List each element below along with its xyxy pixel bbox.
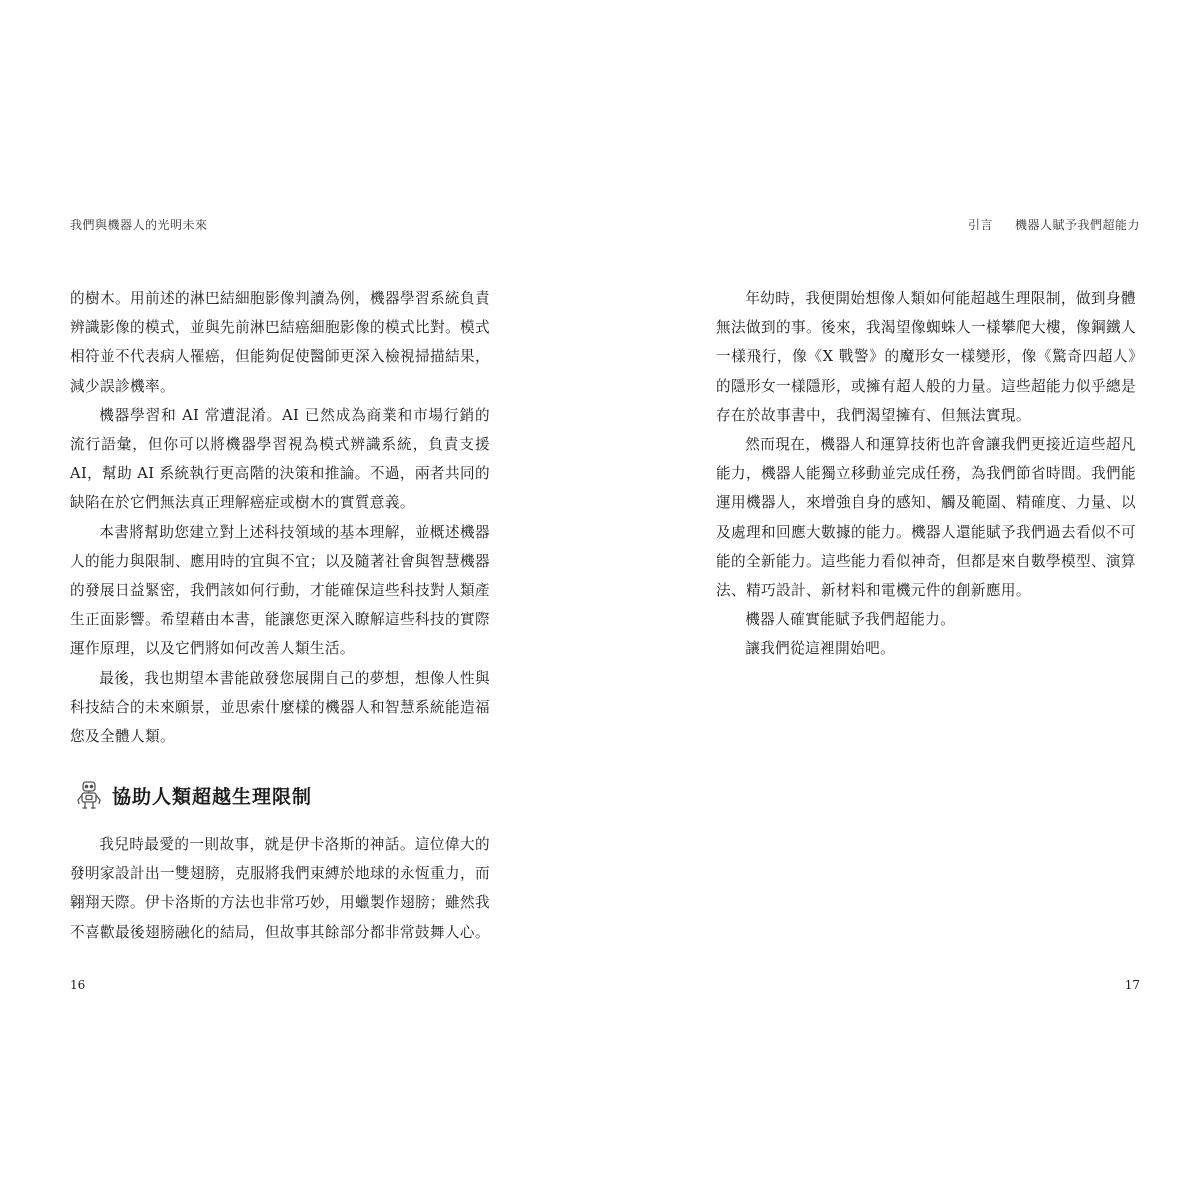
left-page-number: 16	[70, 978, 86, 992]
section-paragraph-1: 我兒時最愛的一則故事，就是伊卡洛斯的神話。這位偉大的發明家設計出一雙翅膀，克服將我們束縛於地球的永恆重力，而翱翔天際。伊卡洛斯的方法也非常巧妙，用蠟製作翅膀；雖然我不喜歡最後翅膀融化的結局，但故事其餘部分都非常鼓舞人心。	[70, 836, 490, 941]
running-head-chapter: 引言	[967, 218, 993, 232]
right-paragraph-1: 年幼時，我便開始想像人類如何能超越生理限制，做到身體無法做到的事。後來，我渴望像蜘蛛人一樣攀爬大樓，像鋼鐵人一樣飛行，像《X 戰警》的魔形女一樣變形，像《驚奇四超人》的隱形女一樣隱形，或擁有超人般的力量。這些超能力似乎總是存在於故事書中，我們渴望擁有、但無法實現。	[716, 290, 1136, 424]
right-page-number: 17	[1124, 978, 1140, 992]
left-paragraph-3: 本書將幫助您建立對上述科技領域的基本理解，並概述機器人的能力與限制、應用時的宜與不宜；以及隨著社會與智慧機器的發展日益緊密，我們該如何行動，才能確保這些科技對人類產生正面影響。希望藉由本書，能讓您更深入瞭解這些科技的實際運作原理，以及它們將如何改善人類生活。	[70, 523, 490, 658]
right-running-head	[968, 216, 1140, 233]
right-body-text	[716, 284, 1136, 664]
section-heading	[76, 780, 312, 810]
left-paragraph-2: 機器學習和 AI 常遭混淆。AI 已然成為商業和市場行銷的流行語彙，但你可以將機器學習視為模式辨識系統，負責支援 AI，幫助 AI 系統執行更高階的決策和推論。不過，兩者共同的缺陷在於它們無法真正理解癌症或樹木的實質意義。	[70, 406, 490, 512]
right-paragraph-3: 機器人確實能賦予我們超能力。	[745, 611, 956, 629]
right-page	[716, 0, 1140, 1200]
left-body-text	[70, 284, 490, 751]
section-title: 協助人類超越生理限制	[112, 785, 313, 808]
right-paragraph-2: 然而現在，機器人和運算技術也許會讓我們更接近這些超凡能力，機器人能獨立移動並完成任務，為我們節省時間。我們能運用機器人，來增強自身的感知、觸及範圍、精確度、力量、以及處理和回應大數據的能力。機器人還能賦予我們過去看似不可能的全新能力。這些能力看似神奇，但都是來自數學模型、演算法、精巧設計、新材料和電機元件的創新應用。	[716, 436, 1136, 600]
running-head-title: 機器人賦予我們超能力	[1014, 218, 1140, 232]
left-page	[70, 0, 490, 1200]
left-running-head: 我們與機器人的光明未來	[70, 218, 208, 232]
left-paragraph-4: 最後，我也期望本書能啟發您展開自己的夢想，想像人性與科技結合的未來願景，並思索什麼樣的機器人和智慧系統能造福您及全體人類。	[70, 669, 490, 746]
section-body-text	[70, 830, 490, 947]
right-paragraph-4: 讓我們從這裡開始吧。	[745, 640, 896, 658]
robot-icon	[76, 780, 102, 810]
left-paragraph-1: 的樹木。用前述的淋巴結細胞影像判讀為例，機器學習系統負責辨識影像的模式，並與先前淋巴結癌細胞影像的模式比對。模式相符並不代表病人罹癌，但能夠促使醫師更深入檢視掃描結果，減少誤診機率。	[70, 290, 490, 395]
